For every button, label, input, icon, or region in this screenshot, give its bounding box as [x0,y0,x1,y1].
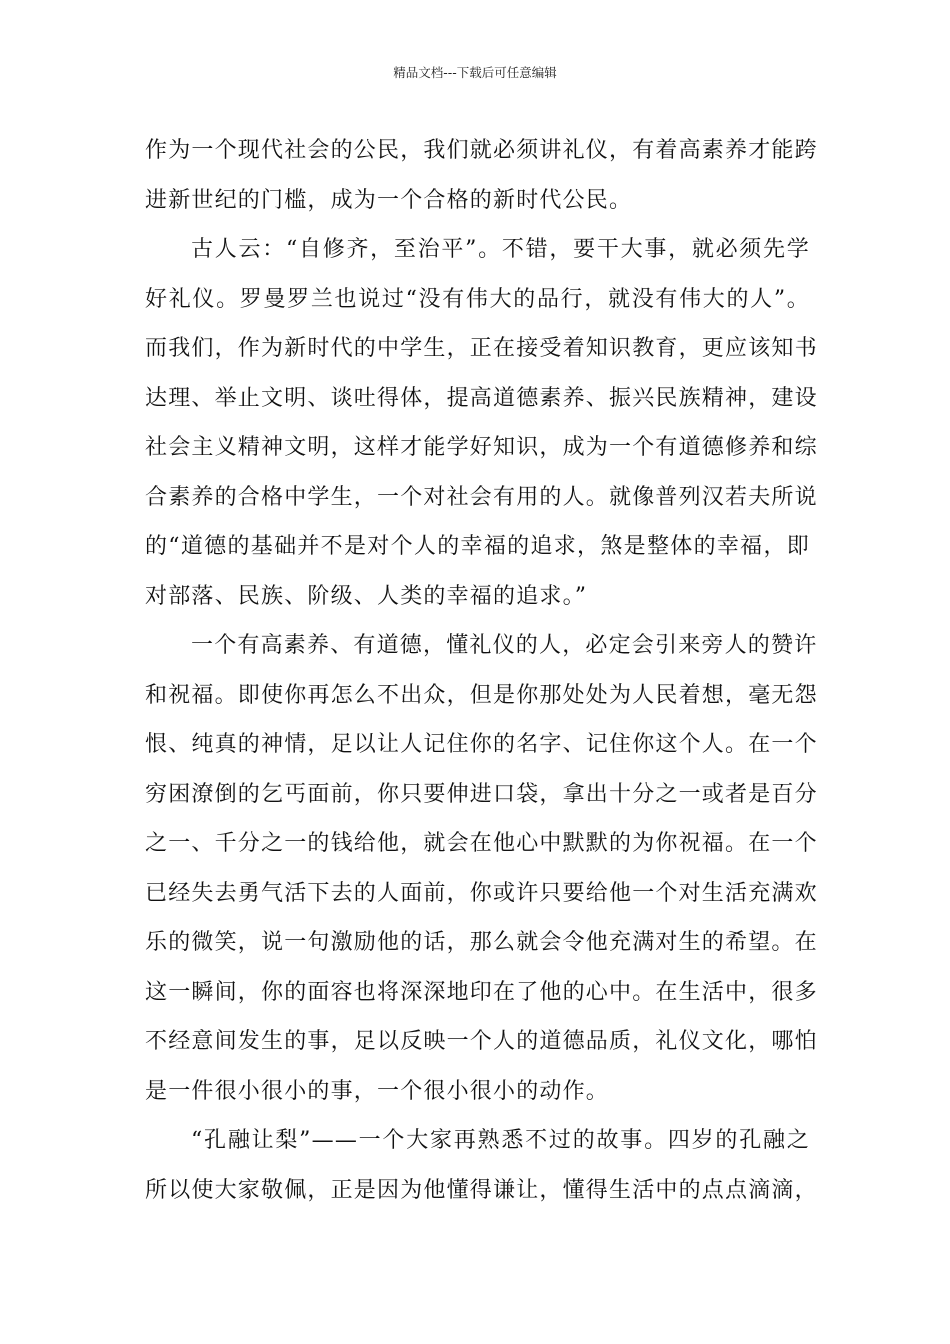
text-line: 不经意间发生的事，足以反映一个人的道德品质，礼仪文化，哪怕 [145,1029,818,1054]
document-body [145,126,818,1215]
text-line: 作为一个现代社会的公民，我们就必须讲礼仪，有着高素养才能跨 [145,138,818,163]
text-line: 这一瞬间，你的面容也将深深地印在了他的心中。在生活中，很多 [145,979,818,1005]
page-header: 精品文档---下载后可任意编辑 [393,65,557,80]
text-line: 恨、纯真的神情，足以让人记住你的名字、记住你这个人。在一个 [145,732,818,757]
text-line: 已经失去勇气活下去的人面前，你或许只要给他一个对生活充满欢 [145,880,818,906]
text-line: 合素养的合格中学生，一个对社会有用的人。就像普列汉若夫所说 [145,484,818,510]
text-line: 穷困潦倒的乞丐面前，你只要伸进口袋，拿出十分之一或者是百分 [145,781,818,807]
text-line: 达理、举止文明、谈吐得体，提高道德素养、振兴民族精神，建设 [145,385,818,411]
text-line: 乐的微笑，说一句激励他的话，那么就会令他充满对生的希望。在 [145,930,818,955]
text-line: “孔融让梨”——一个大家再熟悉不过的故事。四岁的孔融之 [191,1128,810,1153]
text-line: 进新世纪的门槛，成为一个合格的新时代公民。 [145,187,633,213]
text-line: 和祝福。即使你再怎么不出众，但是你那处处为人民着想，毫无怨 [145,682,818,708]
text-line: 对部落、民族、阶级、人类的幸福的追求。” [145,583,588,609]
text-line: 一个有高素养、有道德，懂礼仪的人，必定会引来旁人的赞许 [191,633,818,658]
text-line: 而我们，作为新时代的中学生，正在接受着知识教育，更应该知书 [145,336,818,361]
paragraph-3 [145,621,818,1116]
text-line: 的“道德的基础并不是对个人的幸福的追求，煞是整体的幸福，即 [145,534,810,559]
text-line: 古人云：“自修齐，至治平”。不错，要干大事，就必须先学 [191,237,810,262]
text-line: 好礼仪。罗曼罗兰也说过“没有伟大的品行，就没有伟大的人”。 [145,286,810,312]
text-line: 所以使大家敬佩，正是因为他懂得谦让，懂得生活中的点点滴滴， [145,1177,818,1203]
text-line: 是一件很小很小的事，一个很小很小的动作。 [145,1078,610,1104]
paragraph-1 [145,126,818,225]
text-line: 社会主义精神文明，这样才能学好知识，成为一个有道德修养和综 [145,435,818,460]
text-line: 之一、千分之一的钱给他，就会在他心中默默的为你祝福。在一个 [145,831,818,856]
paragraph-2 [145,225,818,621]
paragraph-4 [145,1116,818,1215]
